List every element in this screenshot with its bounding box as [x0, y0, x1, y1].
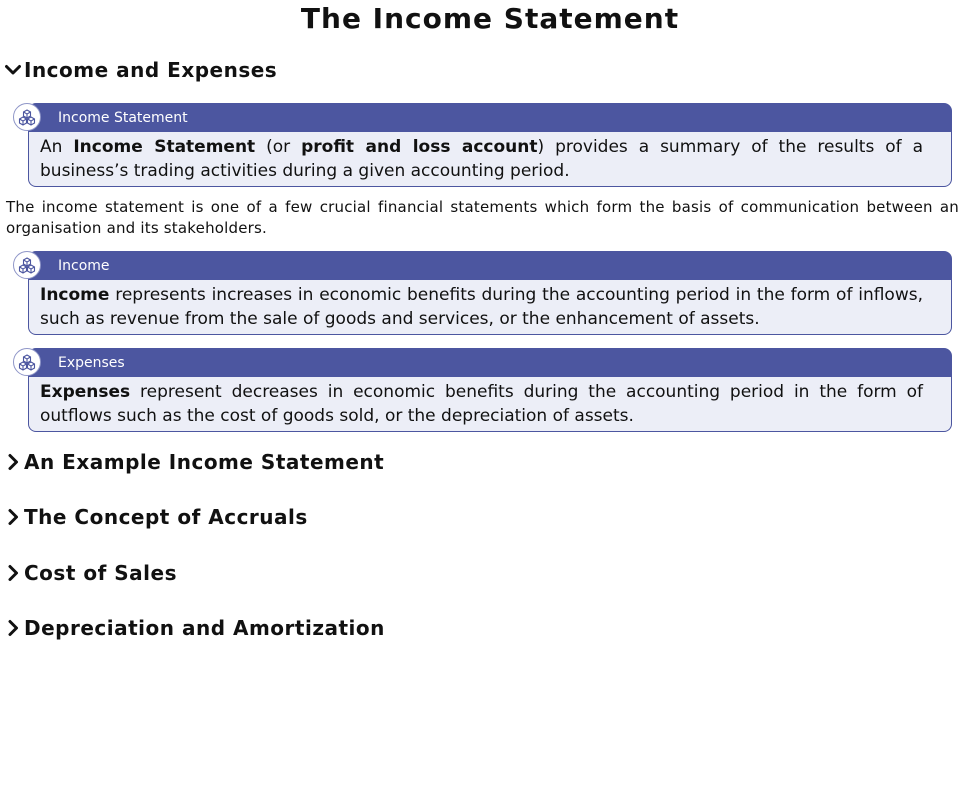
box-title: Expenses — [28, 348, 952, 377]
chevron-right-icon — [4, 507, 22, 527]
section-toggle-concept-of-accruals[interactable] — [4, 505, 308, 529]
box-title: Income — [28, 251, 952, 280]
section-title: Cost of Sales — [24, 561, 177, 585]
chevron-right-icon — [4, 563, 22, 583]
section-title: An Example Income Statement — [24, 450, 385, 474]
section-toggle-income-and-expenses[interactable] — [4, 58, 277, 82]
box-body: Expenses represent decreases in economic benefits during the accounting period in the form of outflows such as the cost of goods sold, or the depreciation of assets. — [28, 377, 952, 432]
box-title: Income Statement — [28, 103, 952, 132]
chevron-right-icon — [4, 452, 22, 472]
section-toggle-example-income-statement[interactable] — [4, 450, 384, 474]
cubes-icon — [13, 103, 41, 131]
intro-paragraph: The income statement is one of a few crucial financial statements which form the basis of communication between an organisation and its stakeholders. — [6, 198, 959, 237]
cubes-icon — [13, 348, 41, 376]
chevron-down-icon — [4, 60, 22, 80]
section-title: Income and Expenses — [24, 58, 278, 82]
definition-box-income-statement — [28, 103, 952, 187]
section-toggle-depreciation-and-amortization[interactable] — [4, 616, 385, 640]
chevron-right-icon — [4, 618, 22, 638]
section-toggle-cost-of-sales[interactable] — [4, 561, 177, 585]
box-body: An Income Statement (or profit and loss account) provides a summary of the results of a business’s trading activities during a given accounting period. — [28, 132, 952, 187]
box-body: Income represents increases in economic benefits during the accounting period in the form of inflows, such as revenue from the sale of goods and services, or the enhancement of assets. — [28, 280, 952, 335]
section-title: The Concept of Accruals — [24, 505, 308, 529]
definition-box-expenses — [28, 348, 952, 432]
page-title: The Income Statement — [300, 2, 680, 35]
definition-box-income — [28, 251, 952, 335]
section-title: Depreciation and Amortization — [24, 616, 385, 640]
cubes-icon — [13, 251, 41, 279]
